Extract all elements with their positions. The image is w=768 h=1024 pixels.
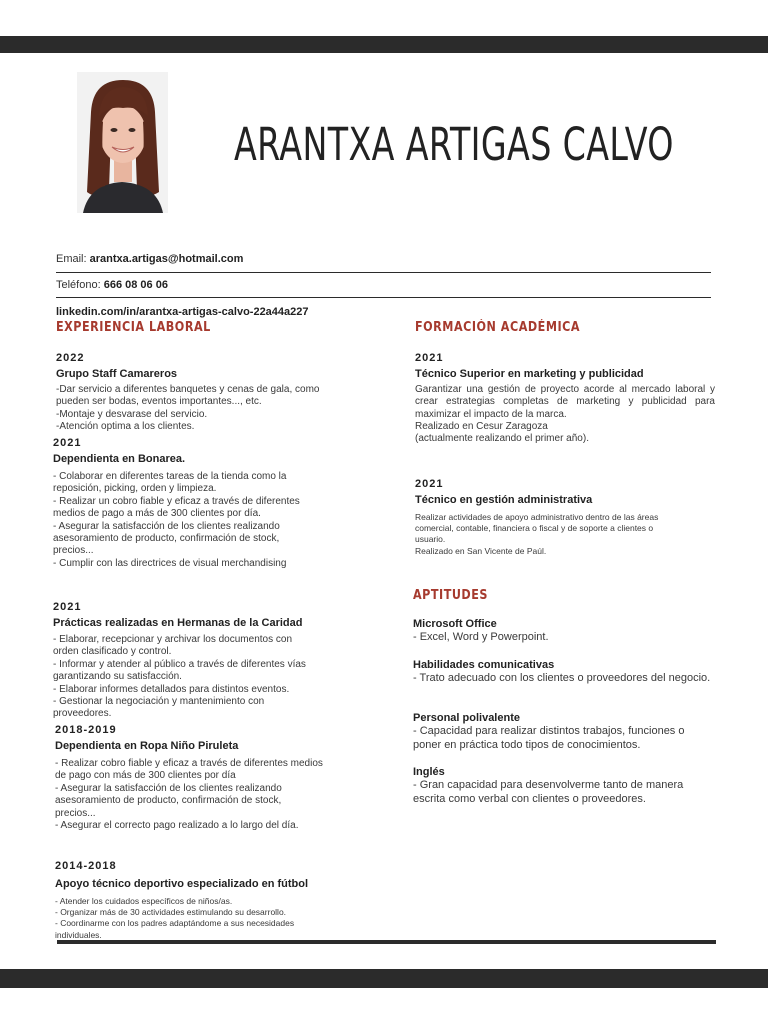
skill-description: - Capacidad para realizar distintos trabajos, funciones o poner en práctica todo tipos de conocimientos.: [413, 725, 685, 751]
skill-title: Microsoft Office: [413, 618, 497, 630]
email-line: [56, 253, 243, 265]
experience-description: -Dar servicio a diferentes banquetes y cenas de gala, como pueden ser bodas, eventos importantes..., etc. -Montaje y desvarase del servicio. -Atención optima a los clientes.: [56, 384, 320, 433]
divider: [56, 272, 711, 273]
bottom-bar: [0, 969, 768, 988]
skill-title: Habilidades comunicativas: [413, 659, 555, 671]
skill-description: - Excel, Word y Powerpoint.: [413, 631, 549, 643]
experience-description: - Atender los cuidados específicos de niños/as. - Organizar más de 30 actividades estimulando su desarrollo. - Coordinarme con los padres adaptándome a sus necesidades individuales.: [55, 896, 295, 940]
experience-year: 2022: [56, 352, 85, 364]
skill-description: - Gran capacidad para desenvolverme tanto de manera escrita como verbal con clientes o proveedores.: [413, 779, 684, 805]
education-section-title: FORMACIÓN ACADÉMICA: [415, 320, 581, 335]
experience-year: 2018-2019: [55, 724, 117, 736]
education-year: 2021: [415, 352, 444, 364]
experience-year: 2021: [53, 601, 82, 613]
phone-label: Teléfono:: [56, 279, 101, 291]
experience-year: 2014-2018: [55, 860, 117, 872]
linkedin-line: [56, 306, 309, 318]
experience-section-title: EXPERIENCIA LABORAL: [56, 320, 211, 335]
education-year: 2021: [415, 478, 444, 490]
divider: [57, 940, 716, 944]
experience-year: 2021: [53, 437, 82, 449]
experience-description: - Elaborar, recepcionar y archivar los documentos con orden clasificado y control. - Informar y atender al público a través de diferentes vías garantizando su satisfacción. - Elaborar informes detallados para distintos eventos. - Gestionar la negociación y mantenimiento con proveedores.: [53, 634, 306, 720]
divider: [56, 297, 711, 298]
experience-role: Prácticas realizadas en Hermanas de la Caridad: [53, 617, 303, 629]
email-label: Email:: [56, 253, 87, 265]
linkedin-link[interactable]: linkedin.com/in/arantxa-artigas-calvo-22a44a227: [56, 306, 309, 318]
skill-description: - Trato adecuado con los clientes o proveedores del negocio.: [413, 672, 711, 684]
phone-value: 666 08 06 06: [103, 279, 168, 291]
experience-role: Dependienta en Bonarea.: [53, 453, 186, 465]
person-name: ARANTXA ARTIGAS CALVO: [234, 118, 674, 171]
skills-section-title: APTITUDES: [413, 588, 488, 603]
skill-title: Personal polivalente: [413, 712, 520, 724]
profile-photo: [77, 72, 168, 213]
experience-role: Dependienta en Ropa Niño Piruleta: [55, 740, 239, 752]
education-role: Técnico Superior en marketing y publicidad: [415, 368, 644, 380]
education-role: Técnico en gestión administrativa: [415, 494, 593, 506]
experience-description: - Colaborar en diferentes tareas de la tienda como la reposición, picking, orden y limpieza. - Realizar un cobro fiable y eficaz a través de diferentes medios de pago a más de 300 clientes por día. - Asegurar la satisfacción de los clientes realizando asesoramiento de producto, confirmación de stock, precios... - Cumplir con las directrices de visual merchandising: [53, 471, 300, 569]
experience-role: Grupo Staff Camareros: [56, 368, 178, 380]
skill-title: Inglés: [413, 766, 445, 778]
top-bar: [0, 36, 768, 53]
experience-role: Apoyo técnico deportivo especializado en fútbol: [55, 878, 309, 890]
education-description: Realizar actividades de apoyo administrativo dentro de las áreas comercial, contable, financiera o fiscal y de soporte a clientes o usuario. Realizado en San Vicente de Paúl.: [415, 512, 659, 556]
email-value[interactable]: arantxa.artigas@hotmail.com: [89, 253, 244, 265]
education-description: Garantizar una gestión de proyecto acorde al mercado laboral y crear estrategias completas de marketing y publicidad para maximizar el impacto de la marca.: [415, 384, 715, 420]
phone-line: [56, 279, 168, 291]
education-location: Realizado en Cesur Zaragoza (actualmente realizando el primer año).: [415, 421, 589, 445]
experience-description: - Realizar cobro fiable y eficaz a través de diferentes medios de pago con más de 300 clientes por día - Asegurar la satisfacción de los clientes realizando asesoramiento de producto, confirmación de stock, precios... - Asegurar el correcto pago realizado a lo largo del día.: [55, 758, 323, 832]
